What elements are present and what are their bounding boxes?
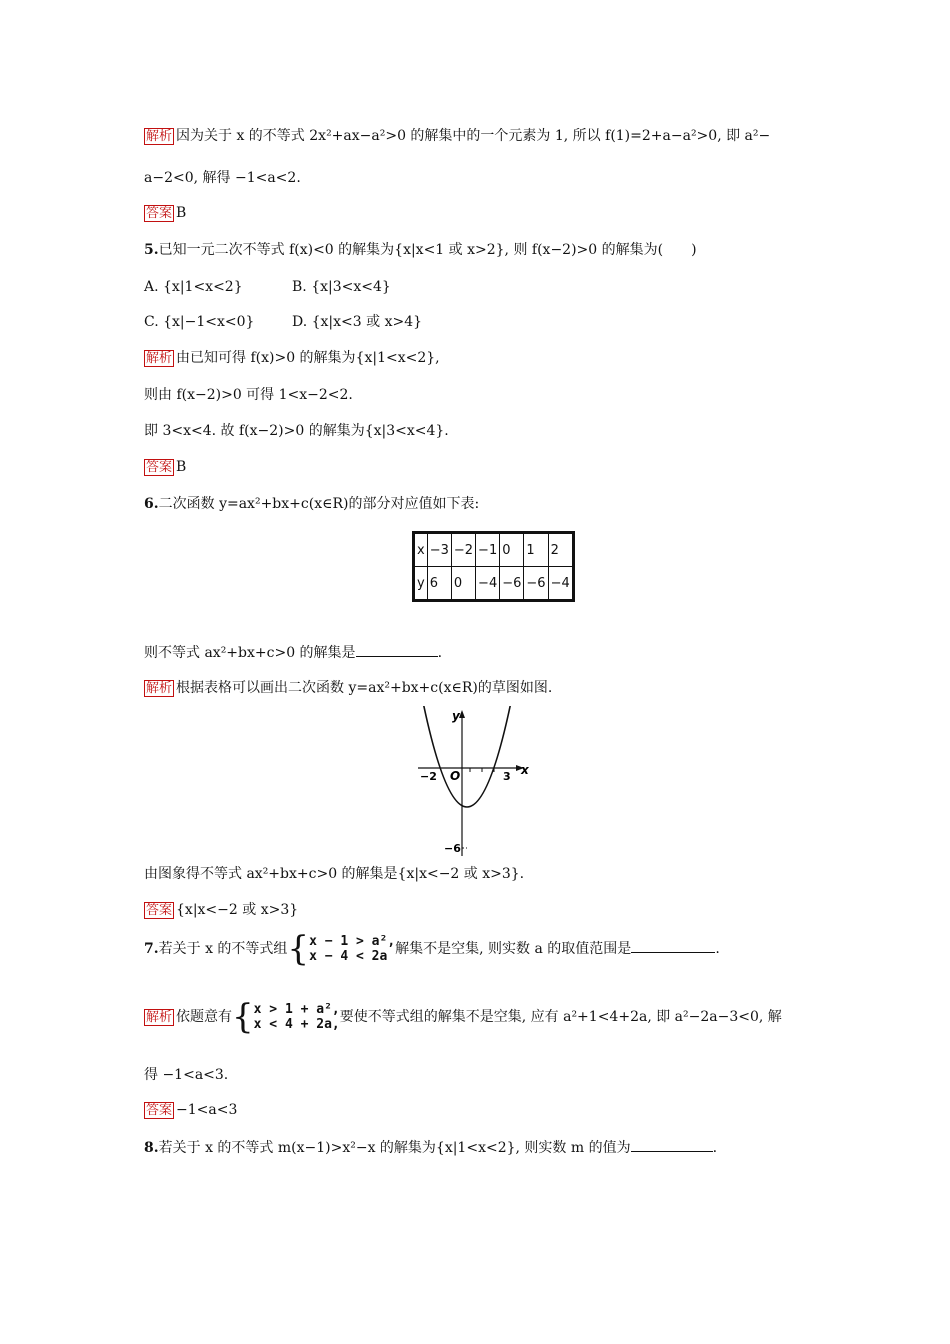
table-row	[414, 533, 574, 567]
option-d[interactable]: D. {x|x<3 或 x>4}	[292, 314, 423, 330]
table-cell: 1	[524, 533, 548, 567]
question-number: 5.	[144, 242, 159, 258]
root-right-label: 3	[503, 770, 511, 783]
q5-analysis-line3: 即 3<x<4. 故 f(x−2)>0 的解集为{x|3<x<4}.	[144, 423, 449, 439]
analysis-tag: 解析	[146, 1010, 173, 1025]
q6-analysis: 解析 根据表格可以画出二次函数 y=ax²+bx+c(x∈R)的草图如图.	[146, 680, 553, 696]
answer-blank[interactable]	[631, 938, 715, 953]
min-label: −6	[444, 842, 461, 855]
table-cell: −6	[524, 567, 548, 601]
q4-analysis-line1: 解析 因为关于 x 的不等式 2x²+ax−a²>0 的解集中的一个元素为 1, 所以 f(1)=2+a−a²>0, 即 a²−	[146, 128, 771, 144]
q5-answer: 答案 B	[146, 459, 187, 475]
q5-stem: 5.已知一元二次不等式 f(x)<0 的解集为{x|x<1 或 x>2}, 则 f(x−2)>0 的解集为( )	[144, 242, 697, 258]
q6-question: 则不等式 ax²+bx+c>0 的解集是 .	[144, 642, 442, 663]
question-number: 6.	[144, 496, 159, 512]
q5-analysis-line2: 则由 f(x−2)>0 可得 1<x−2<2.	[144, 387, 353, 403]
table-cell: y	[414, 567, 428, 601]
table-cell: −4	[476, 567, 500, 601]
table-cell: 0	[451, 567, 475, 601]
question-number: 8.	[144, 1140, 159, 1156]
left-brace: {	[232, 997, 254, 1037]
q7-analysis-line2: 得 −1<a<3.	[144, 1067, 229, 1083]
q7-analysis-line1: 解析 依题意有{x > 1 + a², x < 4 + 2a,要使不等式组的解集不是空集, 应有 a²+1<4+2a, 即 a²−2a−3<0, 解	[146, 997, 782, 1037]
analysis-tag: 解析	[146, 351, 173, 366]
table-cell: −4	[548, 567, 573, 601]
q5-options-row2	[144, 312, 422, 332]
table-cell: 6	[427, 567, 451, 601]
answer-blank[interactable]	[631, 1137, 713, 1152]
y-axis-label: y	[452, 709, 460, 723]
parabola-graph	[414, 706, 534, 858]
root-left-label: −2	[420, 770, 437, 783]
answer-tag: 答案	[146, 1103, 173, 1118]
value-table	[412, 531, 575, 602]
q7-stem: 7.若关于 x 的不等式组{x − 1 > a², x − 4 < 2a 解集不是空集, 则实数 a 的取值范围是 .	[144, 929, 720, 969]
q8-stem: 8.若关于 x 的不等式 m(x−1)>x²−x 的解集为{x|1<x<2}, 则实数 m 的值为 .	[144, 1137, 717, 1158]
inequality-system: x > 1 + a², x < 4 + 2a,	[253, 1002, 340, 1032]
q5-options-row1	[144, 277, 391, 297]
option-b[interactable]: B. {x|3<x<4}	[292, 279, 391, 295]
table-cell: −2	[451, 533, 475, 567]
analysis-tag: 解析	[146, 681, 173, 696]
origin-label: O	[450, 769, 461, 783]
q6-stem: 6.二次函数 y=ax²+bx+c(x∈R)的部分对应值如下表:	[144, 496, 480, 512]
option-c[interactable]: C. {x|−1<x<0}	[144, 314, 255, 330]
analysis-tag: 解析	[146, 129, 173, 144]
answer-blank[interactable]	[356, 642, 438, 657]
table-cell: x	[414, 533, 428, 567]
q6-answer: 答案 {x|x<−2 或 x>3}	[146, 902, 299, 918]
left-brace: {	[287, 929, 310, 969]
x-axis-label: x	[521, 763, 529, 777]
answer-tag: 答案	[146, 206, 173, 221]
table-cell: −3	[427, 533, 451, 567]
parabola-curve	[423, 706, 511, 807]
q6-conclusion: 由图象得不等式 ax²+bx+c>0 的解集是{x|x<−2 或 x>3}.	[144, 866, 525, 882]
option-a[interactable]: A. {x|1<x<2}	[144, 279, 243, 295]
table-row	[414, 567, 574, 601]
q7-answer: 答案 −1<a<3	[146, 1102, 238, 1118]
table-cell: −1	[476, 533, 500, 567]
q4-analysis-line2: a−2<0, 解得 −1<a<2.	[144, 170, 301, 186]
inequality-system: x − 1 > a², x − 4 < 2a	[309, 934, 396, 964]
question-number: 7.	[144, 941, 159, 957]
table-cell: 0	[500, 533, 524, 567]
q4-answer: 答案 B	[146, 205, 187, 221]
answer-tag: 答案	[146, 460, 173, 475]
q5-analysis-line1: 解析 由已知可得 f(x)>0 的解集为{x|1<x<2},	[146, 350, 440, 366]
table-cell: 2	[548, 533, 573, 567]
table-cell: −6	[500, 567, 524, 601]
y-axis-arrow	[459, 710, 465, 718]
answer-tag: 答案	[146, 903, 173, 918]
